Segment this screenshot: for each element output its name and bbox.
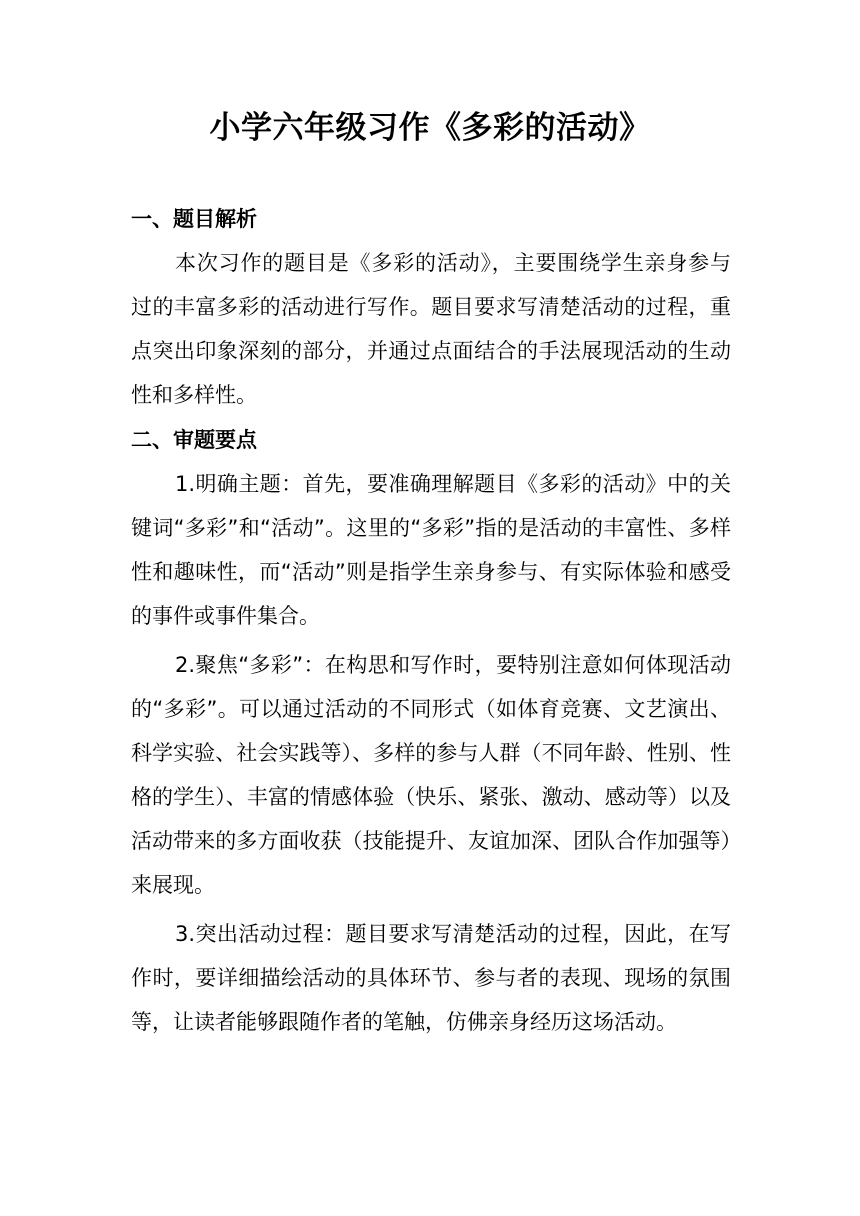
document-title: 小学六年级习作《多彩的活动》 <box>209 110 651 146</box>
document-body <box>131 198 731 1044</box>
paragraph-point-2: 2.聚焦“多彩”：在构思和写作时，要特别注意如何体现活动的“多彩”。可以通过活动的不同形式（如体育竞赛、文艺演出、科学实验、社会实践等）、多样的参与人群（不同年龄、性别、性格的学生）、丰富的情感体验（快乐、紧张、激动、感动等）以及活动带来的多方面收获（技能提升、友谊加深、团队合作加强等）来展现。 <box>131 653 731 897</box>
paragraph-point-3: 3.突出活动过程：题目要求写清楚活动的过程，因此，在写作时，要详细描绘活动的具体环节、参与者的表现、现场的氛围等，让读者能够跟随作者的笔触，仿佛亲身经历这场活动。 <box>131 922 731 1034</box>
section-heading-analysis: 一、题目解析 <box>131 207 257 231</box>
paragraph-point-1: 1.明确主题：首先，要准确理解题目《多彩的活动》中的关键词“多彩”和“活动”。这里的“多彩”指的是活动的丰富性、多样性和趣味性，而“活动”则是指学生亲身参与、有实际体验和感受的事件或事件集合。 <box>131 472 731 628</box>
section-heading-key-points: 二、审题要点 <box>131 428 257 452</box>
paragraph-analysis: 本次习作的题目是《多彩的活动》，主要围绕学生亲身参与过的丰富多彩的活动进行写作。题目要求写清楚活动的过程，重点突出印象深刻的部分，并通过点面结合的手法展现活动的生动性和多样性。 <box>131 251 731 407</box>
